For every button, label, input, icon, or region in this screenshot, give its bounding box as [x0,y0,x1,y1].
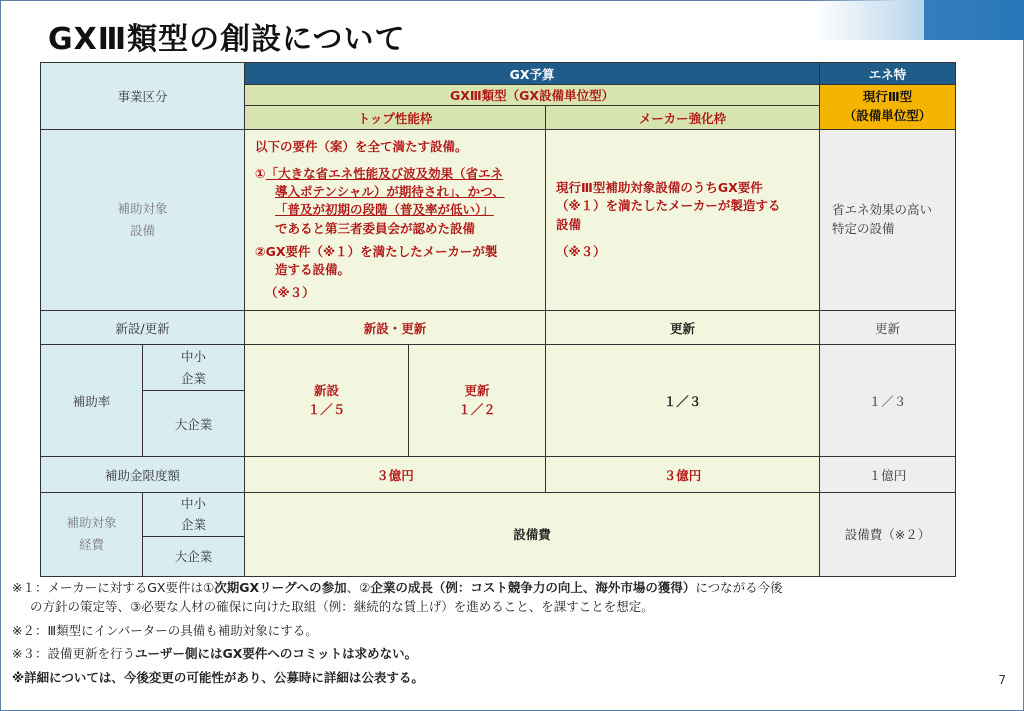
header-ene-toku: エネ特 [820,63,956,85]
footnote-1-f: の方針の策定等、③必要な人材の確保に向けた取組（例：継続的な賃上げ）を進めること、を課すことを想定。 [30,599,654,615]
cell-ene-setsubi [820,130,956,311]
label-keihi-large: 大企業 [143,536,245,576]
top-item1-line3: 「普及が初期の段階（普及率が低い）」 [275,202,494,218]
label-taisho-setsubi-line1: 補助対象 [117,200,168,216]
cell-ene-shinsetsu: 更新 [820,311,956,345]
header-jigyo-kubun: 事業区分 [41,63,245,130]
rate-update-label: 更新 [464,382,490,398]
maker-line1: 現行Ⅲ型補助対象設備のうちGX要件 [556,180,763,196]
top-item1-line4: であると第三者委員会が認めた設備 [275,220,476,236]
ene-setsubi-line1: 省エネ効果の高い [832,202,933,218]
top-item1-line2: 導入ポテンシャル）が期待され」、かつ、 [275,184,505,200]
label-gendo: 補助金限度額 [41,457,245,493]
maker-line2: （※１）を満たしたメーカーが製造する [556,198,781,214]
page-number: 7 [998,673,1006,687]
footnote-1-b: 次期GXリーグへの参加 [214,580,347,595]
footnote-4 [12,668,783,687]
cell-rate-new [245,345,409,457]
cell-ene-gendo: １億円 [820,457,956,493]
top-item2-line1: ②GX要件（※１）を満たしたメーカーが製 [255,243,498,259]
rate-new-value: １／５ [307,401,346,417]
keihi-label-line2: 経費 [78,537,104,553]
footnote-2: ※２：Ⅲ類型にインバーターの具備も補助対象にする。 [12,622,318,638]
gx-type-table [40,62,956,577]
label-taisho-setsubi [41,130,245,311]
footnotes [12,578,783,691]
footnote-1-a: ※１：メーカーに対するGX要件は① [12,580,215,595]
top-intro: 以下の要件（案）を全て満たす設備。 [255,139,468,154]
label-keihi [41,493,143,577]
label-shinsetsu: 新設/更新 [41,311,245,345]
cell-ene-keihi: 設備費（※２） [820,493,956,577]
footnote-3-b: ユーザー側にはGX要件へのコミットは求めない。 [134,646,418,662]
footnote-1-c: 、② [346,580,371,595]
footnote-1-d: 企業の成長（例：コスト競争力の向上、海外市場の獲得） [370,580,696,595]
cell-top-gendo: ３億円 [245,457,546,493]
cell-rate-maker: １／３ [546,345,820,457]
rate-update-value: １／２ [458,401,496,417]
keihi-sme-line1: 中小 [181,496,207,511]
label-keihi-sme [143,493,245,537]
ene-setsubi-line2: 特定の設備 [832,221,895,236]
top-item1-line1: 「大きな省エネ性能及び波及効果（省エネ [265,166,504,182]
cell-rate-update [409,345,546,457]
top-item1-lead: ① [255,166,266,182]
keihi-label-line1: 補助対象 [66,514,117,530]
page-title: GXⅢ類型の創設について [48,22,406,57]
cell-top-shinsetsu: 新設・更新 [245,311,546,345]
maker-note: （※３） [556,243,606,259]
label-hojoritsu-sme [143,345,245,391]
header-maker-frame: メーカー強化枠 [546,106,820,130]
header-gx-budget: GX予算 [245,63,820,85]
header-genko-type-line1: 現行Ⅲ型 [862,89,913,105]
header-decoration-accent [924,0,1024,40]
hojoritsu-sme-line2: 企業 [181,370,207,386]
footnote-1 [12,578,783,617]
keihi-sme-line2: 企業 [181,517,207,533]
cell-maker-gendo: ３億円 [546,457,820,493]
cell-rate-ene: １／３ [820,345,956,457]
top-item2-line2: 造する設備。 [275,261,351,277]
top-note: （※３） [265,284,315,300]
footnote-3 [12,644,783,663]
maker-line3: 設備 [556,216,582,232]
hojoritsu-sme-line1: 中小 [181,349,207,365]
header-genko-type-line2: （設備単位型） [843,108,932,123]
rate-new-label: 新設 [314,382,340,398]
label-hojoritsu: 補助率 [41,345,143,457]
footnote-3-a: ※３：設備更新を行う [12,646,135,662]
cell-gx-keihi: 設備費 [245,493,820,577]
footnote-1-e: につながる今後 [695,580,783,595]
footnote-4-text: ※詳細については、今後変更の可能性があり、公募時に詳細は公表する。 [12,669,424,685]
label-taisho-setsubi-line2: 設備 [130,223,156,238]
cell-maker-frame-setsubi [546,130,820,311]
header-genko-type [820,85,956,130]
cell-maker-shinsetsu: 更新 [546,311,820,345]
header-gx3-type: GXⅢ類型（GX設備単位型） [245,85,820,106]
label-hojoritsu-large: 大企業 [143,391,245,457]
header-top-frame: トップ性能枠 [245,106,546,130]
cell-top-frame-setsubi [245,130,546,311]
